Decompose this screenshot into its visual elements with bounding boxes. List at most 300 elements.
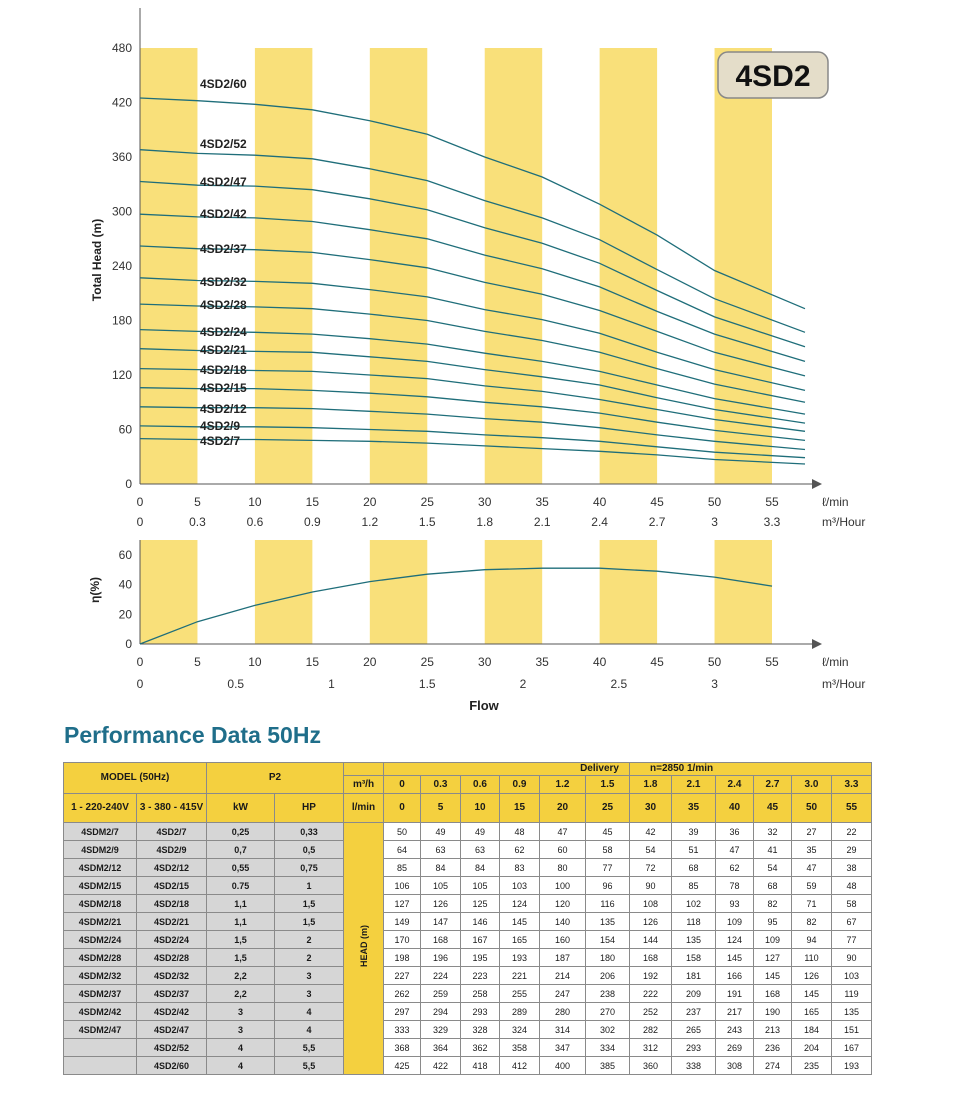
curve-label: 4SD2/21 xyxy=(200,343,247,357)
head-value: 85 xyxy=(672,877,716,895)
head-value: 297 xyxy=(384,1003,421,1021)
model-header: MODEL (50Hz) xyxy=(64,763,207,794)
head-value: 329 xyxy=(421,1021,461,1039)
efficiency-chart xyxy=(0,530,960,720)
model-three-phase: 4SD2/21 xyxy=(137,913,207,931)
m3h-value: 1.8 xyxy=(630,776,672,794)
model-single-phase: 4SDM2/42 xyxy=(64,1003,137,1021)
curve-label: 4SD2/9 xyxy=(200,419,241,433)
model-single-phase: 4SDM2/47 xyxy=(64,1021,137,1039)
x-tick-label-lmin: 40 xyxy=(592,495,607,509)
power-hp: 1,5 xyxy=(275,913,344,931)
m3h-value: 2.1 xyxy=(672,776,716,794)
head-value: 96 xyxy=(586,877,630,895)
y-tick-label: 60 xyxy=(118,547,132,562)
head-value: 338 xyxy=(672,1057,716,1075)
x-tick-label-lmin: 5 xyxy=(194,495,201,509)
head-value: 221 xyxy=(500,967,540,985)
efficiency-curve xyxy=(140,568,772,644)
x-tick-label-lmin: 55 xyxy=(765,655,779,669)
head-value: 181 xyxy=(672,967,716,985)
head-value: 145 xyxy=(716,949,754,967)
m3h-unit: m³/h xyxy=(344,776,384,794)
head-value: 158 xyxy=(672,949,716,967)
power-hp: 1 xyxy=(275,877,344,895)
lmin-value: 10 xyxy=(461,794,500,823)
model-single-phase: 4SDM2/15 xyxy=(64,877,137,895)
head-value: 77 xyxy=(586,859,630,877)
curve-label: 4SD2/7 xyxy=(200,434,241,448)
head-value: 243 xyxy=(716,1021,754,1039)
head-value: 125 xyxy=(461,895,500,913)
table-row xyxy=(64,1021,872,1039)
m3h-value: 3.3 xyxy=(832,776,872,794)
head-value: 324 xyxy=(500,1021,540,1039)
curve-label: 4SD2/12 xyxy=(200,402,247,416)
head-value: 165 xyxy=(792,1003,832,1021)
model-three-phase: 4SD2/9 xyxy=(137,841,207,859)
head-value: 206 xyxy=(586,967,630,985)
x-tick-label-m3h: 2.7 xyxy=(648,515,666,529)
power-kw: 0,55 xyxy=(207,859,275,877)
y-tick-label: 60 xyxy=(118,422,132,437)
head-value: 60 xyxy=(540,841,586,859)
y-tick-label: 0 xyxy=(125,477,132,491)
model-three-phase: 4SD2/32 xyxy=(137,967,207,985)
head-value: 312 xyxy=(630,1039,672,1057)
head-value: 334 xyxy=(586,1039,630,1057)
x-tick-label-m3h: 3 xyxy=(711,677,718,691)
head-value: 135 xyxy=(672,931,716,949)
head-value: 63 xyxy=(421,841,461,859)
head-value: 82 xyxy=(792,913,832,931)
power-kw: 0,25 xyxy=(207,823,275,841)
table-row xyxy=(64,1057,872,1075)
x-tick-label-m3h: 3 xyxy=(711,515,718,529)
model-three-phase: 4SD2/60 xyxy=(137,1057,207,1075)
head-value: 54 xyxy=(754,859,792,877)
head-value: 255 xyxy=(500,985,540,1003)
head-value: 47 xyxy=(792,859,832,877)
head-value: 259 xyxy=(421,985,461,1003)
lmin-value: 20 xyxy=(540,794,586,823)
head-value: 237 xyxy=(672,1003,716,1021)
head-value: 282 xyxy=(630,1021,672,1039)
model-three-phase: 4SD2/18 xyxy=(137,895,207,913)
head-value: 280 xyxy=(540,1003,586,1021)
three-phase-header: 3 - 380 - 415V xyxy=(137,794,207,823)
head-value: 168 xyxy=(754,985,792,1003)
head-value: 293 xyxy=(672,1039,716,1057)
table-row xyxy=(64,1039,872,1057)
x-tick-label-m3h: 1.2 xyxy=(361,515,379,529)
head-value: 360 xyxy=(630,1057,672,1075)
head-value: 314 xyxy=(540,1021,586,1039)
power-hp: 5,5 xyxy=(275,1039,344,1057)
power-kw: 1,1 xyxy=(207,913,275,931)
head-value: 59 xyxy=(792,877,832,895)
head-value: 193 xyxy=(500,949,540,967)
head-value: 68 xyxy=(754,877,792,895)
head-value: 103 xyxy=(832,967,872,985)
head-value: 45 xyxy=(586,823,630,841)
head-value: 308 xyxy=(716,1057,754,1075)
head-value: 166 xyxy=(716,967,754,985)
head-value: 126 xyxy=(630,913,672,931)
power-kw: 3 xyxy=(207,1003,275,1021)
head-value: 269 xyxy=(716,1039,754,1057)
head-value: 192 xyxy=(630,967,672,985)
y-tick-label: 120 xyxy=(111,368,132,382)
head-value: 135 xyxy=(586,913,630,931)
model-three-phase: 4SD2/42 xyxy=(137,1003,207,1021)
head-value: 62 xyxy=(716,859,754,877)
head-value: 274 xyxy=(754,1057,792,1075)
head-value: 110 xyxy=(792,949,832,967)
head-value: 71 xyxy=(792,895,832,913)
head-value: 294 xyxy=(421,1003,461,1021)
x-tick-label-m3h: 0.5 xyxy=(227,677,245,691)
chart-band xyxy=(140,540,197,644)
power-kw: 4 xyxy=(207,1039,275,1057)
lmin-value: 30 xyxy=(630,794,672,823)
model-single-phase: 4SDM2/21 xyxy=(64,913,137,931)
head-value: 124 xyxy=(716,931,754,949)
chart-band xyxy=(370,540,427,644)
head-value: 62 xyxy=(500,841,540,859)
head-value: 418 xyxy=(461,1057,500,1075)
x-tick-label-m3h: 2.4 xyxy=(591,515,608,529)
x-tick-label-m3h: 0 xyxy=(136,677,144,691)
x-tick-label-lmin: 10 xyxy=(248,655,262,669)
x-tick-label-m3h: 1.5 xyxy=(418,515,436,529)
lmin-value: 0 xyxy=(384,794,421,823)
model-single-phase: 4SDM2/18 xyxy=(64,895,137,913)
x-tick-label-lmin: 35 xyxy=(535,655,549,669)
m3h-value: 0.9 xyxy=(500,776,540,794)
x-tick-label-lmin: 25 xyxy=(420,495,434,509)
model-three-phase: 4SD2/7 xyxy=(137,823,207,841)
x-tick-label-m3h: 2.5 xyxy=(610,677,628,691)
head-value: 22 xyxy=(832,823,872,841)
head-value: 84 xyxy=(461,859,500,877)
power-hp: 0,5 xyxy=(275,841,344,859)
head-value: 195 xyxy=(461,949,500,967)
y-tick-label: 0 xyxy=(125,637,132,651)
head-value: 67 xyxy=(832,913,872,931)
table-row xyxy=(64,913,872,931)
head-value: 116 xyxy=(586,895,630,913)
power-hp: 3 xyxy=(275,967,344,985)
head-value: 328 xyxy=(461,1021,500,1039)
head-value: 94 xyxy=(792,931,832,949)
table-row xyxy=(64,967,872,985)
m3h-value: 0.3 xyxy=(421,776,461,794)
head-value: 302 xyxy=(586,1021,630,1039)
head-value: 193 xyxy=(832,1057,872,1075)
model-three-phase: 4SD2/15 xyxy=(137,877,207,895)
head-value: 124 xyxy=(500,895,540,913)
lmin-value: 50 xyxy=(792,794,832,823)
x-tick-label-lmin: 20 xyxy=(363,655,377,669)
m3h-value: 0 xyxy=(384,776,421,794)
head-value: 68 xyxy=(672,859,716,877)
head-value: 167 xyxy=(832,1039,872,1057)
delivery-header: Delivery xyxy=(384,763,630,776)
x-axis-label: Flow xyxy=(469,698,499,713)
x-unit-m3h: m³/Hour xyxy=(822,515,866,529)
head-value: 49 xyxy=(421,823,461,841)
power-kw: 0.75 xyxy=(207,877,275,895)
head-value: 32 xyxy=(754,823,792,841)
total-head-chart xyxy=(0,0,960,530)
head-value: 293 xyxy=(461,1003,500,1021)
power-hp: 2 xyxy=(275,931,344,949)
power-hp: 3 xyxy=(275,985,344,1003)
curve-label: 4SD2/18 xyxy=(200,363,247,377)
lmin-value: 40 xyxy=(716,794,754,823)
x-tick-label-lmin: 30 xyxy=(478,655,492,669)
head-value: 333 xyxy=(384,1021,421,1039)
x-tick-label-m3h: 0.9 xyxy=(304,515,321,529)
model-single-phase: 4SDM2/24 xyxy=(64,931,137,949)
head-value: 78 xyxy=(716,877,754,895)
head-value: 252 xyxy=(630,1003,672,1021)
power-kw: 0,7 xyxy=(207,841,275,859)
head-value: 108 xyxy=(630,895,672,913)
head-value: 160 xyxy=(540,931,586,949)
lmin-value: 25 xyxy=(586,794,630,823)
x-unit-lmin: ℓ/min xyxy=(822,495,849,509)
head-value: 412 xyxy=(500,1057,540,1075)
chart-band xyxy=(715,540,772,644)
head-value: 364 xyxy=(421,1039,461,1057)
head-value: 39 xyxy=(672,823,716,841)
head-value: 400 xyxy=(540,1057,586,1075)
x-tick-label-lmin: 45 xyxy=(650,495,664,509)
table-row xyxy=(64,841,872,859)
m3h-value: 1.5 xyxy=(586,776,630,794)
head-value: 50 xyxy=(384,823,421,841)
chart-band xyxy=(600,540,657,644)
table-row xyxy=(64,859,872,877)
head-value: 385 xyxy=(586,1057,630,1075)
m3h-value: 0.6 xyxy=(461,776,500,794)
x-tick-label-m3h: 0.6 xyxy=(246,515,264,529)
head-value: 109 xyxy=(754,931,792,949)
power-kw: 1,5 xyxy=(207,931,275,949)
head-value: 258 xyxy=(461,985,500,1003)
head-value: 236 xyxy=(754,1039,792,1057)
curve-label: 4SD2/37 xyxy=(200,242,247,256)
head-value: 35 xyxy=(792,841,832,859)
x-tick-label-lmin: 5 xyxy=(194,655,201,669)
y-axis-label: η(%) xyxy=(88,577,102,603)
y-tick-label: 20 xyxy=(118,607,132,622)
curve-label: 4SD2/32 xyxy=(200,275,247,289)
model-single-phase: 4SDM2/32 xyxy=(64,967,137,985)
head-value: 126 xyxy=(421,895,461,913)
performance-data-title: Performance Data 50Hz xyxy=(64,722,321,748)
x-tick-label-lmin: 50 xyxy=(707,655,722,669)
head-value: 425 xyxy=(384,1057,421,1075)
table-row xyxy=(64,949,872,967)
x-tick-label-m3h: 0.3 xyxy=(189,515,206,529)
head-value: 190 xyxy=(754,1003,792,1021)
head-value: 368 xyxy=(384,1039,421,1057)
model-single-phase xyxy=(64,1057,137,1075)
power-hp: 1,5 xyxy=(275,895,344,913)
x-tick-label-lmin: 25 xyxy=(420,655,434,669)
head-value: 217 xyxy=(716,1003,754,1021)
head-value: 63 xyxy=(461,841,500,859)
curve-label: 4SD2/47 xyxy=(200,175,247,189)
head-value: 165 xyxy=(500,931,540,949)
x-tick-label-lmin: 0 xyxy=(136,655,144,669)
head-value: 145 xyxy=(754,967,792,985)
power-kw: 4 xyxy=(207,1057,275,1075)
head-value: 95 xyxy=(754,913,792,931)
curve-label: 4SD2/28 xyxy=(200,298,247,312)
power-hp: 2 xyxy=(275,949,344,967)
lmin-value: 35 xyxy=(672,794,716,823)
rpm-header: n=2850 1/min xyxy=(630,763,872,776)
model-three-phase: 4SD2/52 xyxy=(137,1039,207,1057)
x-tick-label-m3h: 1 xyxy=(328,677,335,691)
x-tick-label-m3h: 3.3 xyxy=(763,515,781,529)
head-value: 145 xyxy=(792,985,832,1003)
model-single-phase xyxy=(64,1039,137,1057)
head-value: 191 xyxy=(716,985,754,1003)
lmin-value: 45 xyxy=(754,794,792,823)
chart-band xyxy=(600,48,657,484)
head-value: 168 xyxy=(630,949,672,967)
x-tick-label-m3h: 2.1 xyxy=(533,515,551,529)
head-value: 362 xyxy=(461,1039,500,1057)
y-tick-label: 180 xyxy=(111,313,132,328)
table-row xyxy=(64,931,872,949)
model-single-phase: 4SDM2/9 xyxy=(64,841,137,859)
head-value: 147 xyxy=(421,913,461,931)
head-value: 149 xyxy=(384,913,421,931)
head-value: 196 xyxy=(421,949,461,967)
lmin-value: 55 xyxy=(832,794,872,823)
head-value: 82 xyxy=(754,895,792,913)
y-tick-label: 240 xyxy=(111,259,132,273)
head-label-cell xyxy=(344,823,384,1075)
head-value: 235 xyxy=(792,1057,832,1075)
head-value: 214 xyxy=(540,967,586,985)
head-value: 145 xyxy=(500,913,540,931)
m3h-value: 2.4 xyxy=(716,776,754,794)
lmin-value: 5 xyxy=(421,794,461,823)
x-unit-lmin: ℓ/min xyxy=(822,655,849,669)
chart-band xyxy=(485,540,542,644)
model-three-phase: 4SD2/37 xyxy=(137,985,207,1003)
x-tick-label-lmin: 35 xyxy=(535,495,549,509)
head-value: 109 xyxy=(716,913,754,931)
head-value: 223 xyxy=(461,967,500,985)
x-tick-label-lmin: 40 xyxy=(592,655,607,669)
head-value: 51 xyxy=(672,841,716,859)
head-value: 154 xyxy=(586,931,630,949)
head-value: 47 xyxy=(716,841,754,859)
chart-band xyxy=(255,48,312,484)
power-kw: 1,1 xyxy=(207,895,275,913)
head-value: 58 xyxy=(586,841,630,859)
head-value: 198 xyxy=(384,949,421,967)
kw-header: kW xyxy=(207,794,275,823)
x-tick-label-lmin: 30 xyxy=(478,495,492,509)
power-kw: 2,2 xyxy=(207,985,275,1003)
head-value: 118 xyxy=(672,913,716,931)
head-value: 224 xyxy=(421,967,461,985)
power-hp: 0,33 xyxy=(275,823,344,841)
badge-label: 4SD2 xyxy=(735,60,811,93)
lmin-unit: l/min xyxy=(344,794,384,823)
y-tick-label: 40 xyxy=(118,577,132,592)
head-value: 180 xyxy=(586,949,630,967)
head-value: 103 xyxy=(500,877,540,895)
curve-label: 4SD2/52 xyxy=(200,137,247,151)
model-single-phase: 4SDM2/7 xyxy=(64,823,137,841)
head-value: 270 xyxy=(586,1003,630,1021)
m3h-value: 1.2 xyxy=(540,776,586,794)
head-value: 48 xyxy=(500,823,540,841)
x-tick-label-m3h: 1.8 xyxy=(476,515,494,529)
x-axis-arrow xyxy=(812,479,822,489)
power-hp: 0,75 xyxy=(275,859,344,877)
head-value: 127 xyxy=(754,949,792,967)
head-value: 72 xyxy=(630,859,672,877)
power-hp: 4 xyxy=(275,1021,344,1039)
chart-band xyxy=(255,540,312,644)
head-value: 184 xyxy=(792,1021,832,1039)
x-tick-label-lmin: 0 xyxy=(136,495,144,509)
x-axis-arrow xyxy=(812,639,822,649)
m3h-value: 2.7 xyxy=(754,776,792,794)
head-value: 83 xyxy=(500,859,540,877)
curve-label: 4SD2/42 xyxy=(200,207,247,221)
x-tick-label-lmin: 55 xyxy=(765,495,779,509)
head-value: 265 xyxy=(672,1021,716,1039)
head-value: 146 xyxy=(461,913,500,931)
head-value: 227 xyxy=(384,967,421,985)
head-value: 105 xyxy=(461,877,500,895)
power-hp: 5,5 xyxy=(275,1057,344,1075)
curve-label: 4SD2/60 xyxy=(200,77,247,91)
head-value: 167 xyxy=(461,931,500,949)
head-value: 119 xyxy=(832,985,872,1003)
head-value: 36 xyxy=(716,823,754,841)
head-value: 422 xyxy=(421,1057,461,1075)
head-value: 209 xyxy=(672,985,716,1003)
model-single-phase: 4SDM2/37 xyxy=(64,985,137,1003)
head-value: 29 xyxy=(832,841,872,859)
table-row xyxy=(64,823,872,841)
power-kw: 3 xyxy=(207,1021,275,1039)
table-row xyxy=(64,895,872,913)
head-value: 222 xyxy=(630,985,672,1003)
head-value: 204 xyxy=(792,1039,832,1057)
table-row xyxy=(64,1003,872,1021)
head-value: 102 xyxy=(672,895,716,913)
head-value: 213 xyxy=(754,1021,792,1039)
head-value: 135 xyxy=(832,1003,872,1021)
y-axis-label: Total Head (m) xyxy=(90,218,104,302)
model-three-phase: 4SD2/24 xyxy=(137,931,207,949)
head-value: 247 xyxy=(540,985,586,1003)
